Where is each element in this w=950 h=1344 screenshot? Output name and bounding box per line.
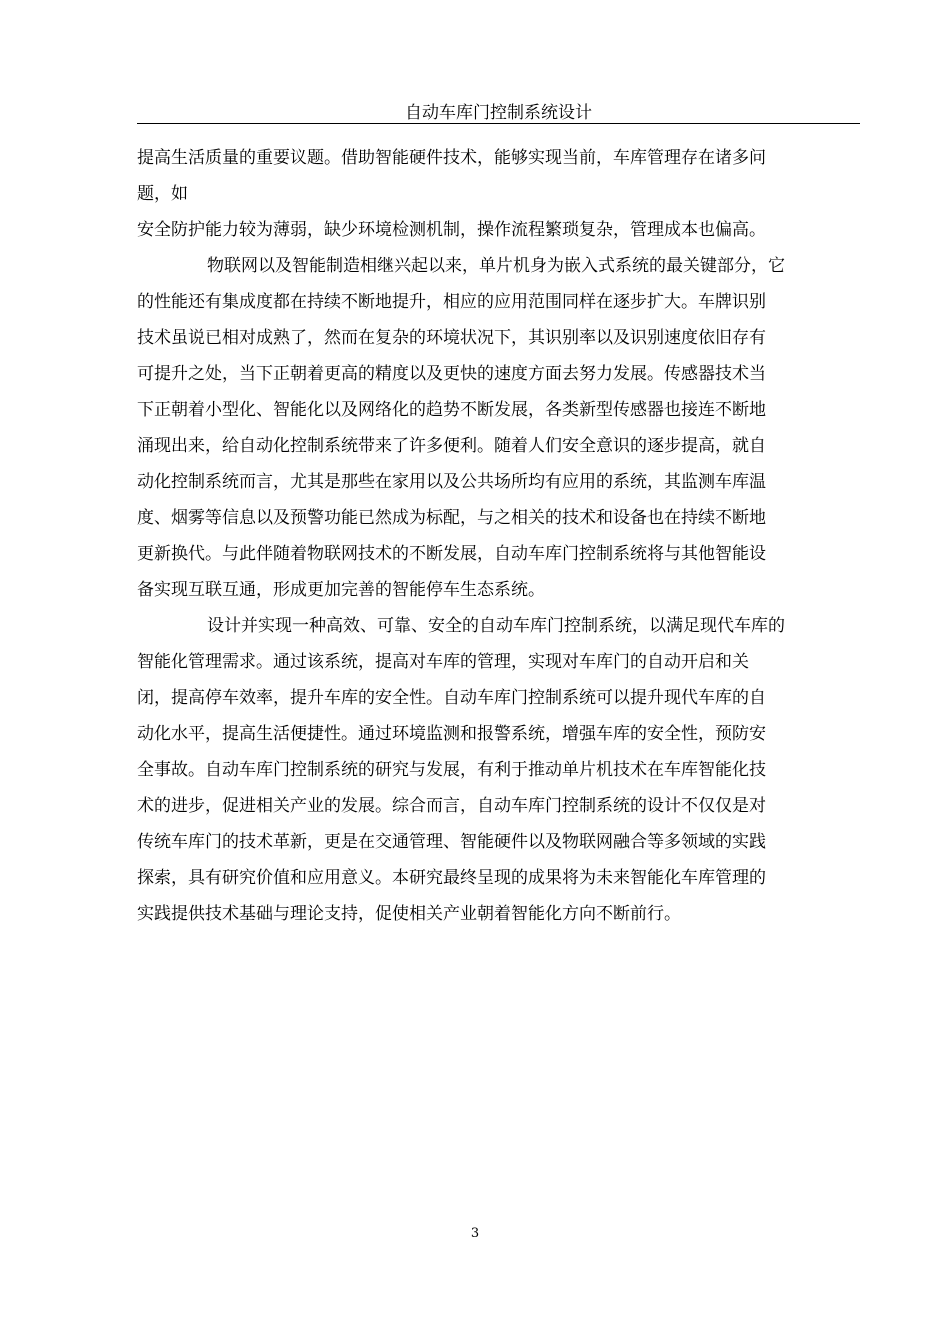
text-line: 的性能还有集成度都在持续不断地提升，相应的应用范围同样在逐步扩大。车牌识别: [137, 292, 766, 312]
text-line: 提高生活质量的重要议题。借助智能硬件技术，能够实现当前，车库管理存在诸多问: [137, 148, 766, 168]
body-text: [137, 140, 860, 932]
text-line: 闭，提高停车效率，提升车库的安全性。自动车库门控制系统可以提升现代车库的自: [137, 688, 766, 708]
text-line: 实践提供技术基础与理论支持，促使相关产业朝着智能化方向不断前行。: [137, 904, 681, 924]
text-line: 动化水平，提高生活便捷性。通过环境监测和报警系统，增强车库的安全性，预防安: [137, 724, 766, 744]
text-line: 物联网以及智能制造相继兴起以来，单片机身为嵌入式系统的最关键部分，它: [207, 256, 785, 276]
text-line: 备实现互联互通，形成更加完善的智能停车生态系统。: [137, 580, 545, 600]
text-line: 题，如: [137, 184, 188, 204]
text-line: 动化控制系统而言，尤其是那些在家用以及公共场所均有应用的系统，其监测车库温: [137, 472, 766, 492]
text-line: 探索，具有研究价值和应用意义。本研究最终呈现的成果将为未来智能化车库管理的: [137, 868, 766, 888]
paragraph-1: [137, 140, 860, 248]
paragraph-2: [137, 248, 860, 608]
text-line: 可提升之处，当下正朝着更高的精度以及更快的速度方面去努力发展。传感器技术当: [137, 364, 766, 384]
text-line: 更新换代。与此伴随着物联网技术的不断发展，自动车库门控制系统将与其他智能设: [137, 544, 766, 564]
text-line: 术的进步，促进相关产业的发展。综合而言，自动车库门控制系统的设计不仅仅是对: [137, 796, 766, 816]
text-line: 全事故。自动车库门控制系统的研究与发展，有利于推动单片机技术在车库智能化技: [137, 760, 766, 780]
text-line: 度、烟雾等信息以及预警功能已然成为标配，与之相关的技术和设备也在持续不断地: [137, 508, 766, 528]
header-divider: [137, 123, 860, 124]
text-line: 设计并实现一种高效、可靠、安全的自动车库门控制系统，以满足现代车库的: [207, 616, 785, 636]
text-line: 传统车库门的技术革新，更是在交通管理、智能硬件以及物联网融合等多领域的实践: [137, 832, 766, 852]
text-line: 技术虽说已相对成熟了，然而在复杂的环境状况下，其识别率以及识别速度依旧存有: [137, 328, 766, 348]
text-line: 下正朝着小型化、智能化以及网络化的趋势不断发展，各类新型传感器也接连不断地: [137, 400, 766, 420]
text-line: 智能化管理需求。通过该系统，提高对车库的管理，实现对车库门的自动开启和关: [137, 652, 749, 672]
paragraph-3: [137, 608, 860, 932]
text-line: 安全防护能力较为薄弱，缺少环境检测机制，操作流程繁琐复杂，管理成本也偏高。: [137, 220, 766, 240]
running-header-title: 自动车库门控制系统设计: [405, 103, 592, 123]
page-number: 3: [470, 1226, 480, 1241]
text-line: 涌现出来，给自动化控制系统带来了许多便利。随着人们安全意识的逐步提高，就自: [137, 436, 766, 456]
